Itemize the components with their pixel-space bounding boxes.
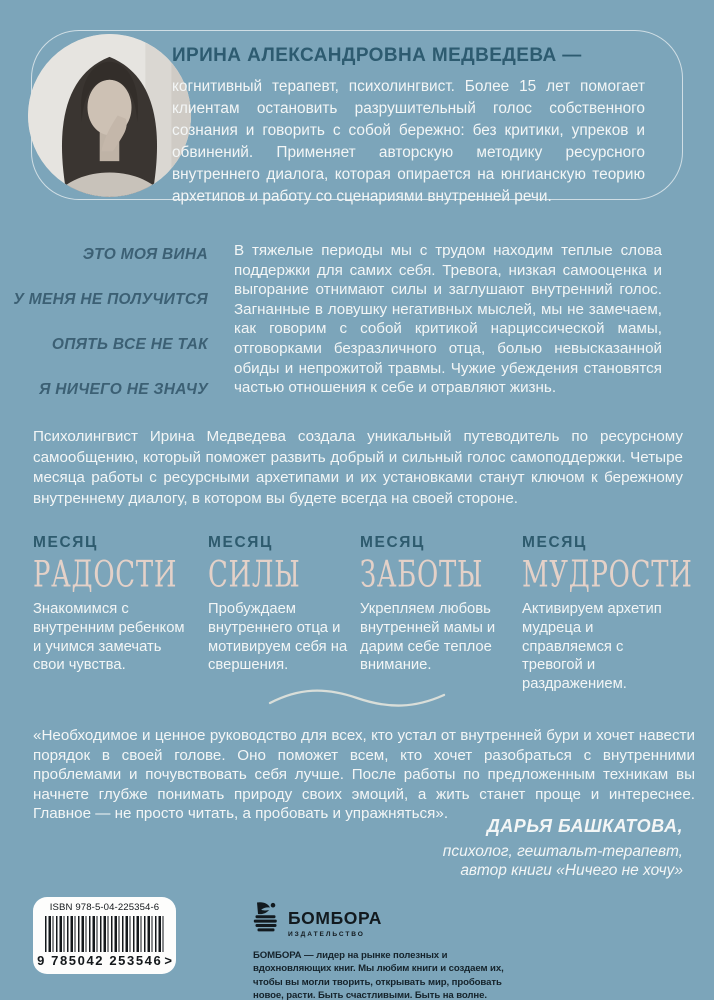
month-title: ЗАБОТЫ [360, 554, 484, 596]
author-name: ИРИНА АЛЕКСАНДРОВНА МЕДВЕДЕВА — [172, 45, 582, 66]
month-label: МЕСЯЦ [522, 534, 587, 551]
month-description: Активируем архетип мудреца и справляемся с тревогой и раздражением. [522, 601, 662, 693]
month-title: МУДРОСТИ [522, 554, 693, 596]
months-grid [33, 534, 695, 694]
publisher-logo [253, 901, 521, 938]
isbn-barcode-block [33, 897, 176, 974]
review-author-role: психолог, гештальт-терапевт, [442, 843, 683, 860]
wave-icon [267, 685, 447, 713]
review-author-name: ДАРЬЯ БАШКАТОВА, [486, 816, 683, 836]
publisher-block [253, 901, 521, 1000]
publisher-logo-icon [253, 901, 280, 932]
month-label: МЕСЯЦ [33, 534, 98, 551]
publisher-about: БОМБОРА — лидер на рынке полезных и вдохновляющих книг. Мы любим книги и создаем их, чтобы вы могли творить, открывать мир, пробовать новое, расти. Быть счастливыми. Быть на волне. [253, 949, 504, 1000]
barcode [45, 916, 165, 952]
author-portrait-illustration [28, 34, 191, 197]
month-title: СИЛЫ [208, 554, 301, 596]
author-intro [172, 45, 645, 208]
month-description: Укрепляем любовь внутренней мамы и дарим себе теплое внимание. [360, 601, 496, 674]
review-quote: «Необходимое и ценное руководство для всех, кто устал от внутренней бури и хочет навести порядок в своей голове. Оно поможет всем, кто хочет разобраться с внутренними проблемами и почувствовать себя лучше. После работы по предложенным техникам вы начнете глубже понимать природу своих эмоций, а жить станет проще и интереснее. Главное — не просто читать, а пробовать и упражняться». [33, 727, 695, 822]
inner-critic-phrases [0, 246, 208, 399]
month-column-care [360, 534, 522, 694]
month-label: МЕСЯЦ [208, 534, 273, 551]
wave-divider [267, 685, 447, 718]
critic-phrase: ОПЯТЬ ВСЕ НЕ ТАК [51, 336, 208, 353]
author-bio: когнитивный терапевт, психолингвист. Более 15 лет помогает клиентам остановить разрушительный голос собственного сознания и говорить с собой бережно: без критики, упреков и обвинений. Применяет авторскую методику ресурсного внутреннего диалога, которая опирается на юнгианскую теорию архетипов и работу со сценариями внутренней речи. [172, 78, 645, 205]
review-author-book: автор книги «Ничего не хочу» [460, 862, 683, 879]
publisher-subtitle: ИЗДАТЕЛЬСТВО [288, 930, 365, 938]
barcode-digits-row [37, 953, 172, 968]
critic-phrase: У МЕНЯ НЕ ПОЛУЧИТСЯ [13, 291, 208, 308]
month-label: МЕСЯЦ [360, 534, 425, 551]
month-title: РАДОСТИ [33, 554, 178, 596]
isbn-number: ISBN 978-5-04-225354-6 [49, 902, 160, 913]
barcode-suffix: > [164, 953, 172, 968]
month-column-strength [208, 534, 360, 694]
publisher-name: БОМБОРА [288, 908, 382, 928]
month-description: Знакомимся с внутренним ребенком и учимся замечать свои чувства. [33, 601, 185, 674]
month-column-joy [33, 534, 208, 694]
solution-paragraph: Психолингвист Ирина Медведева создала уникальный путеводитель по ресурсному самообщению, который поможет развить добрый и сильный голос самоподдержки. Четыре месяца работы с ресурсными архетипами и их установками станут ключом к бережному внутреннему диалогу, в котором вы будете всегда на своей стороне. [33, 428, 683, 507]
barcode-digits: 9 785042 253546 [37, 953, 163, 968]
critic-phrase: Я НИЧЕГО НЕ ЗНАЧУ [39, 381, 208, 398]
author-photo [28, 34, 191, 197]
review-attribution [443, 816, 683, 880]
month-column-wisdom [522, 534, 695, 694]
problem-paragraph: В тяжелые периоды мы с трудом находим теплые слова поддержки для самих себя. Тревога, низкая самооценка и выгорание отнимают силы и заглушают внутренний голос. Загнанные в ловушку негативных мыслей, мы не замечаем, как говорим с собой критикой нарциссической мамы, отговорками безразличного отца, болью невысказанной обиды и непрожитой травмы. Чужие убеждения становятся частью отношения к себе и отравляют жизнь. [234, 242, 662, 397]
critic-phrase: ЭТО МОЯ ВИНА [82, 246, 208, 263]
month-description: Пробуждаем внутреннего отца и мотивируем себя на свершения. [208, 601, 348, 674]
